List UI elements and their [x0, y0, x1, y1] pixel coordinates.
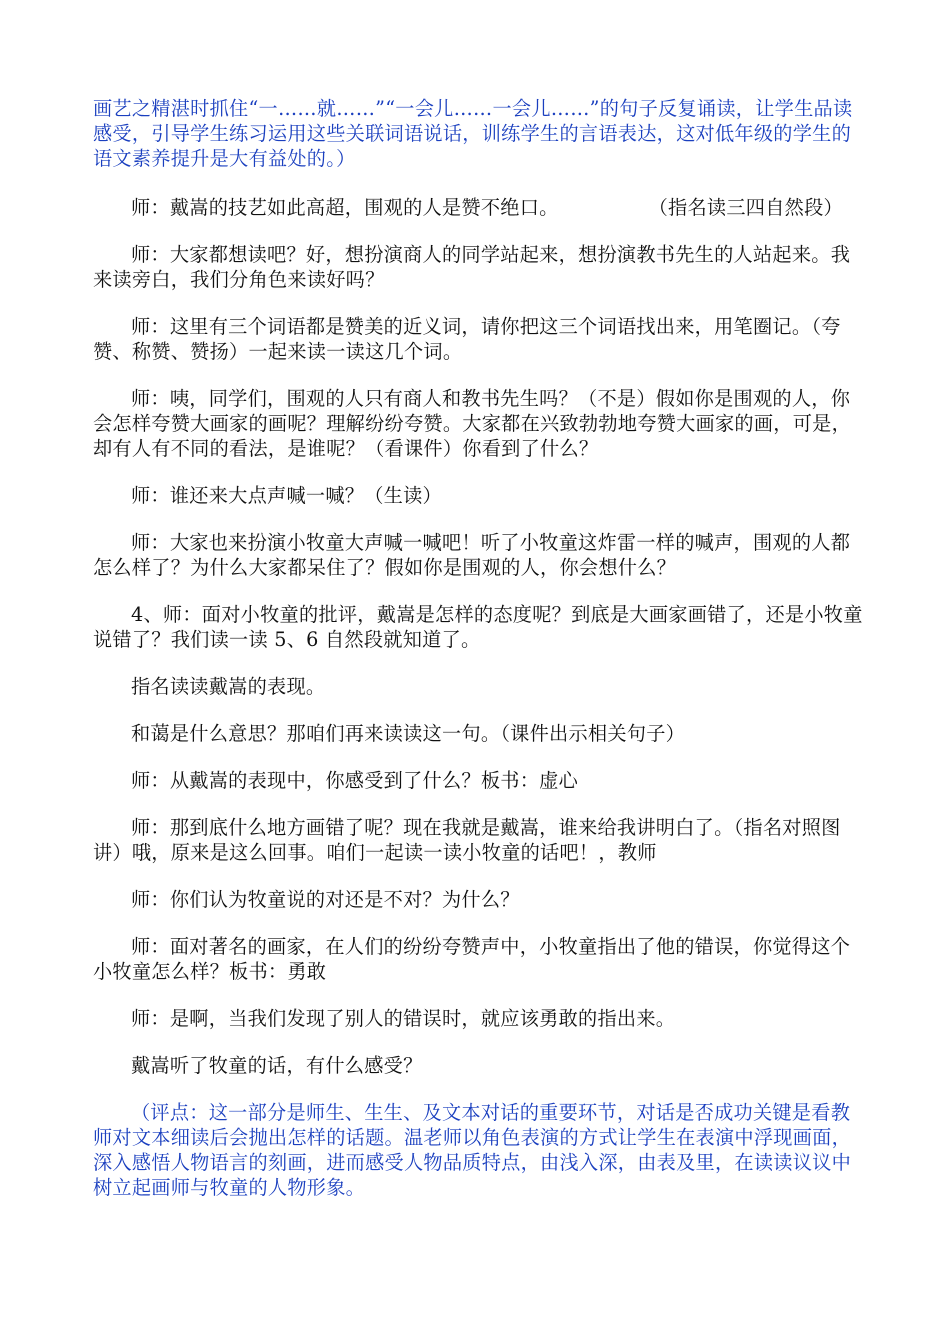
teacher-line: 师：戴嵩的技艺如此高超，围观的人是赞不绝口。 [131, 196, 559, 219]
paragraph-onlookers: 师：咦，同学们，围观的人只有商人和教书先生吗？（不是）假如你是围观的人，你会怎样夸赞大画家的画呢？理解纷纷夸赞。大家都在兴致勃勃地夸赞大画家的画，可是，却有人有不同的看法，是谁呢？（看课件）你看到了什么？ [93, 387, 852, 460]
paragraph-praise [93, 195, 865, 220]
paragraph-point-out: 师：是啊，当我们发现了别人的错误时，就应该勇敢的指出来。 [131, 1007, 676, 1030]
paragraph-humble: 师：从戴嵩的表现中，你感受到了什么？板书：虚心 [131, 769, 579, 792]
commentary-paragraph-continued: 画艺之精湛时抓住“一……就……”“一会儿……一会儿……”的句子反复诵读，让学生品读感受，引导学生练习运用这些关联词语说话，训练学生的言语表达，这对低年级的学生的语文素养提升是大有益处的。） [93, 97, 853, 170]
paragraph-read-performance: 指名读读戴嵩的表现。 [131, 675, 326, 698]
paragraph-kind-meaning: 和蔼是什么意思？那咱们再来读读这一句。（课件出示相关句子） [131, 722, 686, 745]
paragraph-mistake: 师：那到底什么地方画错了呢？现在我就是戴嵩，谁来给我讲明白了。（指名对照图讲）哦，原来是这么回事。咱们一起读一读小牧童的话吧！，教师 [93, 816, 841, 864]
paragraph-shout: 师：谁还来大点声喊一喊？（生读） [131, 484, 442, 507]
paragraph-synonyms: 师：这里有三个词语都是赞美的近义词，请你把这三个词语找出来，用笔圈记。（夸赞、称赞、赞扬）一起来读一读这几个词。 [93, 315, 841, 363]
paragraph-section-4: 4、师：面对小牧童的批评，戴嵩是怎样的态度呢？到底是大画家画错了，还是小牧童说错了？我们读一读 5、6 自然段就知道了。 [93, 603, 863, 651]
paragraph-right-or-wrong: 师：你们认为牧童说的对还是不对？为什么？ [131, 888, 520, 911]
paragraph-feeling: 戴嵩听了牧童的话，有什么感受？ [131, 1054, 423, 1077]
paragraph-shepherd-role: 师：大家也来扮演小牧童大声喊一喊吧！听了小牧童这炸雷一样的喊声，围观的人都怎么样了？为什么大家都呆住了？假如你是围观的人，你会想什么？ [93, 531, 851, 579]
paragraph-brave: 师：面对著名的画家，在人们的纷纷夸赞声中，小牧童指出了他的错误，你觉得这个小牧童怎么样？板书：勇敢 [93, 935, 851, 983]
reading-instruction: （指名读三四自然段） [648, 196, 843, 219]
commentary-paragraph: （评点：这一部分是师生、生生、及文本对话的重要环节，对话是否成功关键是看教师对文本细读后会抛出怎样的话题。温老师以角色表演的方式让学生在表演中浮现画面，深入感悟人物语言的刻画，进而感受人物品质特点，由浅入深，由表及里，在读读议议中树立起画师与牧童的人物形象。 [93, 1101, 852, 1199]
document-page [93, 96, 865, 1200]
paragraph-role-reading: 师：大家都想读吧？好，想扮演商人的同学站起来，想扮演教书先生的人站起来。我来读旁白，我们分角色来读好吗？ [93, 243, 851, 291]
